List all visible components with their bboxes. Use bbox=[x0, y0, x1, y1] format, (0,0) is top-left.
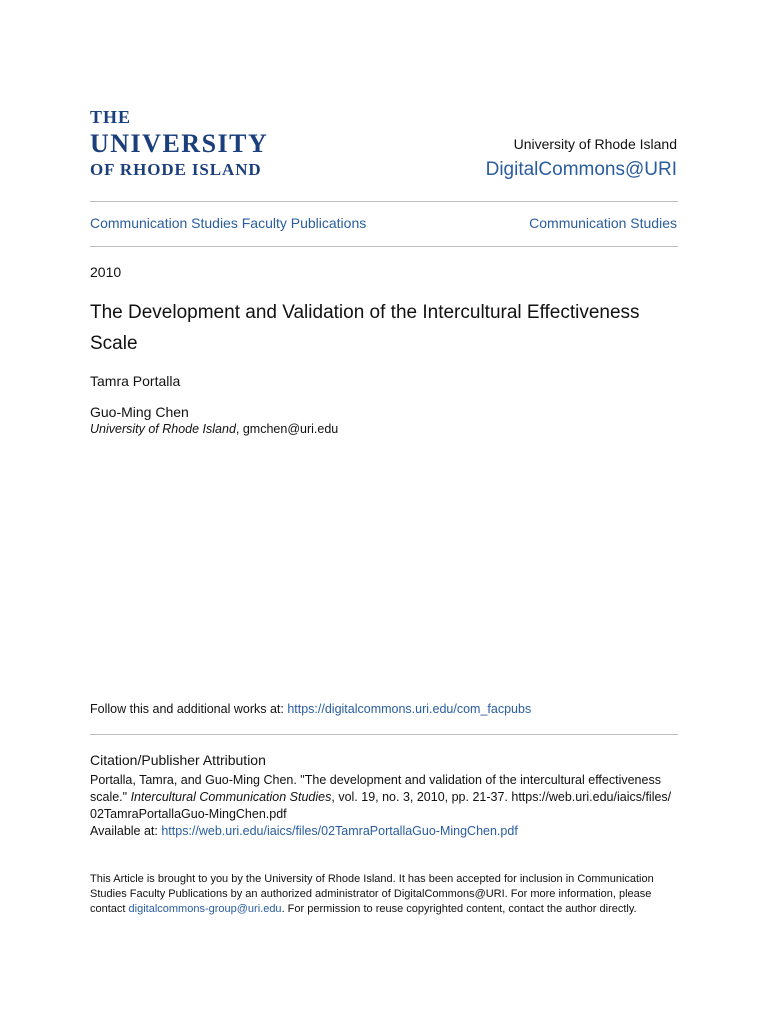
institution-name: University of Rhode Island bbox=[513, 136, 677, 152]
follow-label: Follow this and additional works at: bbox=[90, 702, 288, 716]
citation-part-2: , vol. 19, no. 3, 2010, pp. 21-37. https://web.uri.edu/iaics/files/ 02TamraPortallaGuo-MingChen.pdf bbox=[90, 790, 672, 821]
citation-text bbox=[90, 772, 682, 823]
citation-journal: Intercultural Communication Studies bbox=[130, 790, 332, 804]
department-link[interactable]: Communication Studies bbox=[529, 215, 677, 231]
logo-line-rhode-island: OF RHODE ISLAND bbox=[90, 160, 262, 179]
affiliation-institution: University of Rhode Island bbox=[90, 422, 236, 436]
author-name-1: Tamra Portalla bbox=[90, 373, 181, 389]
available-url-link[interactable]: https://web.uri.edu/iaics/files/02TamraPortallaGuo-MingChen.pdf bbox=[161, 824, 518, 838]
available-label: Available at: bbox=[90, 824, 162, 838]
notice-part-2: . For permission to reuse copyrighted content, contact the author directly. bbox=[281, 903, 637, 915]
follow-url-link[interactable]: https://digitalcommons.uri.edu/com_facpubs bbox=[287, 702, 532, 716]
author-name-2: Guo-Ming Chen bbox=[90, 404, 189, 420]
copyright-notice bbox=[90, 872, 682, 917]
divider-citation bbox=[90, 734, 678, 735]
notice-part-1: This Article is brought to you by the University of Rhode Island. It has been accepted for inclusion in Communication Studies Faculty Publications by an authorized administrator of DigitalCommons@URI. For more information, please contact bbox=[90, 873, 654, 915]
divider-nav bbox=[90, 246, 678, 247]
logo-line-university: UNIVERSITY bbox=[90, 129, 269, 158]
follow-line bbox=[90, 702, 531, 716]
available-at-line bbox=[90, 824, 518, 838]
logo-line-the: THE bbox=[90, 107, 132, 127]
author-2-affiliation bbox=[90, 422, 338, 436]
publication-year: 2010 bbox=[90, 264, 122, 280]
affiliation-email: , gmchen@uri.edu bbox=[235, 422, 339, 436]
citation-part-1: Portalla, Tamra, and Guo-Ming Chen. "The development and validation of the intercultural effectiveness scale." bbox=[90, 773, 661, 804]
article-title: The Development and Validation of the Intercultural Effectiveness Scale bbox=[90, 302, 640, 354]
collection-link[interactable]: Communication Studies Faculty Publications bbox=[90, 215, 367, 231]
contact-email-link[interactable]: digitalcommons-group@uri.edu bbox=[128, 903, 282, 915]
citation-heading: Citation/Publisher Attribution bbox=[90, 752, 266, 768]
digitalcommons-link[interactable]: DigitalCommons@URI bbox=[485, 159, 677, 180]
uri-logo bbox=[90, 108, 290, 180]
divider-top bbox=[90, 201, 678, 202]
